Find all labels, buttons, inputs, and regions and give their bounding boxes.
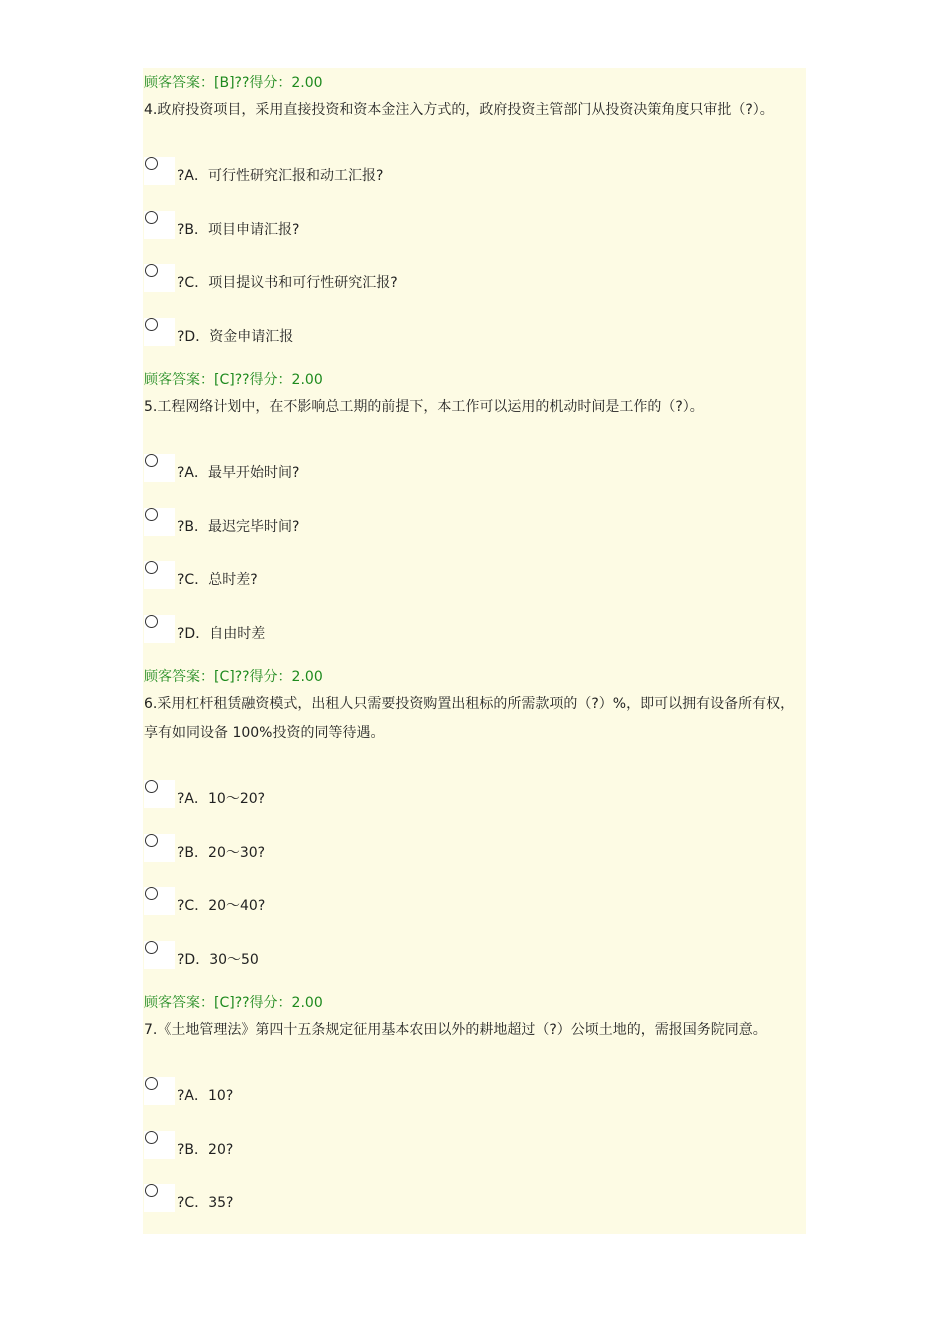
radio-button[interactable] <box>145 1131 158 1144</box>
option-label: ?A．可行性研究汇报和动工汇报? <box>177 168 384 184</box>
option-label: ?C．20～40? <box>177 898 266 914</box>
option-label: ?A．10～20? <box>177 791 266 807</box>
radio-button[interactable] <box>145 887 158 900</box>
radio-container <box>144 1131 175 1159</box>
option-label: ?C．项目提议书和可行性研究汇报? <box>177 275 398 291</box>
radio-button[interactable] <box>145 561 158 574</box>
radio-button[interactable] <box>145 318 158 331</box>
option-b[interactable] <box>144 1133 544 1163</box>
radio-container <box>144 1077 175 1105</box>
answer-score-line: 顾客答案：[C]??得分：2.00 <box>144 372 323 388</box>
option-d[interactable] <box>144 617 544 647</box>
option-b[interactable] <box>144 836 544 866</box>
option-label: ?D．自由时差 <box>177 626 266 642</box>
option-d[interactable] <box>144 320 544 350</box>
option-a[interactable] <box>144 782 544 812</box>
option-label: ?B．20? <box>177 1142 234 1158</box>
radio-container <box>144 508 175 536</box>
radio-container <box>144 157 175 185</box>
radio-container <box>144 887 175 915</box>
radio-container <box>144 941 175 969</box>
radio-container <box>144 318 175 346</box>
radio-container <box>144 211 175 239</box>
radio-button[interactable] <box>145 941 158 954</box>
radio-button[interactable] <box>145 780 158 793</box>
option-label: ?D．30～50 <box>177 952 259 968</box>
question-text: 7.《土地管理法》第四十五条规定征用基本农田以外的耕地超过（?）公顷土地的，需报国务院同意。 <box>144 1022 767 1038</box>
option-c[interactable] <box>144 266 544 296</box>
radio-button[interactable] <box>145 1077 158 1090</box>
question-text: 4.政府投资项目，采用直接投资和资本金注入方式的，政府投资主管部门从投资决策角度只审批（?）。 <box>144 102 774 118</box>
option-a[interactable] <box>144 456 544 486</box>
radio-button[interactable] <box>145 508 158 521</box>
option-b[interactable] <box>144 213 544 243</box>
option-a[interactable] <box>144 159 544 189</box>
radio-container <box>144 454 175 482</box>
radio-container <box>144 615 175 643</box>
option-c[interactable] <box>144 1186 544 1216</box>
radio-container <box>144 780 175 808</box>
radio-button[interactable] <box>145 834 158 847</box>
option-label: ?C．35? <box>177 1195 234 1211</box>
radio-container <box>144 561 175 589</box>
radio-button[interactable] <box>145 211 158 224</box>
option-label: ?B．项目申请汇报? <box>177 222 300 238</box>
option-a[interactable] <box>144 1079 544 1109</box>
radio-button[interactable] <box>145 264 158 277</box>
answer-score-line: 顾客答案：[C]??得分：2.00 <box>144 995 323 1011</box>
option-label: ?B．20～30? <box>177 845 266 861</box>
radio-button[interactable] <box>145 157 158 170</box>
option-b[interactable] <box>144 510 544 540</box>
answer-score-line: 顾客答案：[B]??得分：2.00 <box>144 75 323 91</box>
option-label: ?A．最早开始时间? <box>177 465 300 481</box>
radio-container <box>144 834 175 862</box>
radio-container <box>144 1184 175 1212</box>
question-text: 5.工程网络计划中，在不影响总工期的前提下，本工作可以运用的机动时间是工作的（?）。 <box>144 399 704 415</box>
option-label: ?B．最迟完毕时间? <box>177 519 300 535</box>
answer-score-line: 顾客答案：[C]??得分：2.00 <box>144 669 323 685</box>
option-label: ?A．10? <box>177 1088 234 1104</box>
option-d[interactable] <box>144 943 544 973</box>
radio-button[interactable] <box>145 615 158 628</box>
radio-container <box>144 264 175 292</box>
radio-button[interactable] <box>145 1184 158 1197</box>
option-label: ?D．资金申请汇报 <box>177 329 294 345</box>
radio-button[interactable] <box>145 454 158 467</box>
option-c[interactable] <box>144 889 544 919</box>
option-c[interactable] <box>144 563 544 593</box>
question-text: 6.采用杠杆租赁融资模式，出租人只需要投资购置出租标的所需款项的（?）%，即可以拥有设备所有权，享有如同设备 100%投资的同等待遇。 <box>144 696 795 741</box>
option-label: ?C．总时差? <box>177 572 258 588</box>
